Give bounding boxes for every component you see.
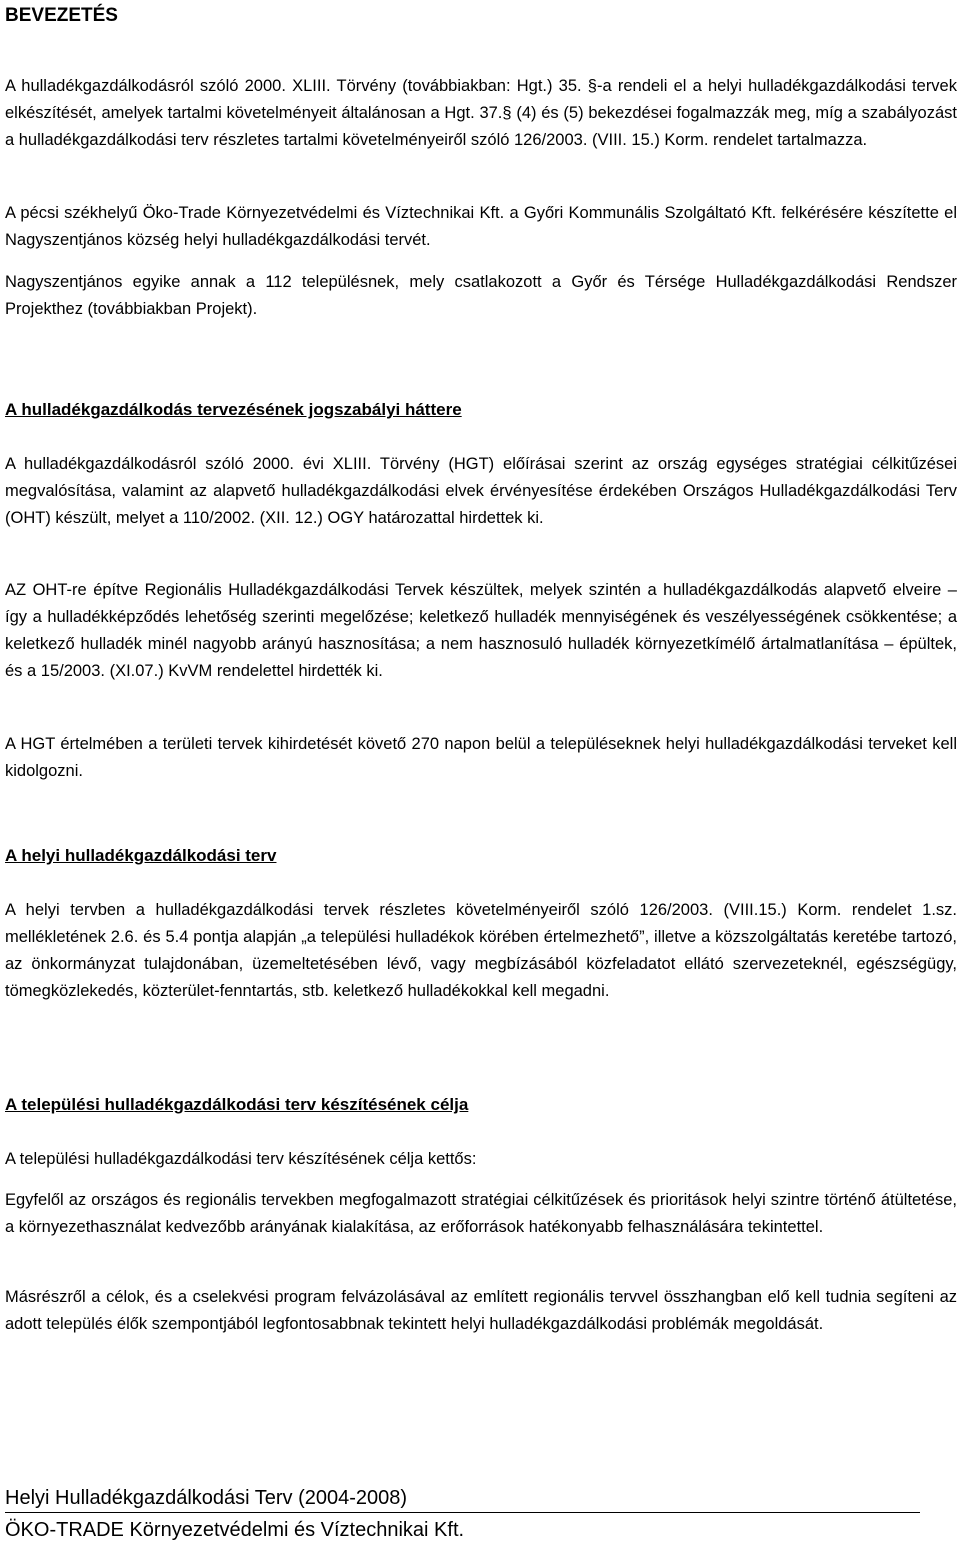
footer-company-name: ÖKO-TRADE Környezetvédelmi és Víztechnikai Kft. xyxy=(5,1519,465,1541)
legal-background-paragraph-2: AZ OHT-re építve Regionális Hulladékgazdálkodási Tervek készültek, melyek szintén a hulladékgazdálkodás alapvető elveire – így a hulladékképződés lehetőség szerinti megelőzése; keletkező hulladék mennyiségének és veszélyességének csökkentése; a keletkező hulladék minél nagyobb arányú hasznosítása; a nem hasznosuló hulladék környezetkímélő ártalmatlanítása – épültek, és a 15/2003. (XI.07.) KvVM rendelettel hirdették ki. xyxy=(5,581,957,680)
legal-background-paragraph-1: A hulladékgazdálkodásról szóló 2000. évi XLIII. Törvény (HGT) előírásai szerint az ország egységes stratégiai célkitűzései megvalósítása, valamint az alapvető hulladékgazdálkodási elvek érvényesítése érdekében Országos Hulladékgazdálkodási Terv (OHT) készült, melyet a 110/2002. (XII. 12.) OGY határozattal hirdettek ki. xyxy=(5,455,957,527)
intro-paragraph-2: A pécsi székhelyű Öko-Trade Környezetvédelmi és Víztechnikai Kft. a Győri Kommunális Szolgáltató Kft. felkérésére készítette el Nagyszentjános község helyi hulladékgazdálkodási tervét. xyxy=(5,204,957,249)
section-heading-legal-background: A hulladékgazdálkodás tervezésének jogszabályi háttere xyxy=(5,400,462,419)
intro-paragraph-1: A hulladékgazdálkodásról szóló 2000. XLIII. Törvény (továbbiakban: Hgt.) 35. §-a rendeli el a helyi hulladékgazdálkodási tervek elkészítését, amelyek tartalmi követelményeit általánosan a Hgt. 37.§ (4) és (5) bekezdései fogalmazzák meg, míg a szabályozást a hulladékgazdálkodási terv részletes tartalmi követelményeiről szóló 126/2003. (VIII. 15.) Korm. rendelet tartalmazza. xyxy=(5,77,957,149)
plan-purpose-paragraph-1: A települési hulladékgazdálkodási terv készítésének célja kettős: xyxy=(5,1150,477,1168)
plan-purpose-paragraph-2: Egyfelől az országos és regionális tervekben megfogalmazott stratégiai célkitűzések és prioritások helyi szintre történő átültetése, a környezethasználat kedvezőbb arányának kialakítása, az erőforrások hatékonyabb felhasználására tekintettel. xyxy=(5,1191,957,1236)
intro-paragraph-3: Nagyszentjános egyike annak a 112 településnek, mely csatlakozott a Győr és Térsége Hulladékgazdálkodási Rendszer Projekthez (továbbiakban Projekt). xyxy=(5,273,957,318)
section-heading-local-plan: A helyi hulladékgazdálkodási terv xyxy=(5,846,277,865)
page-title: BEVEZETÉS xyxy=(5,5,118,26)
section-heading-plan-purpose: A települési hulladékgazdálkodási terv készítésének célja xyxy=(5,1095,469,1114)
local-plan-paragraph-1: A helyi tervben a hulladékgazdálkodási tervek részletes követelményeiről szóló 126/2003. (VIII.15.) Korm. rendelet 1.sz. mellékletének 2.6. és 5.4 pontja alapján „a települési hulladékok körében értelmezhető”, illetve a közszolgáltatás keretébe tartozó, az önkormányzat tulajdonában, üzemeltetésében lévő, vagy megbízásából közfeladatot ellátó szervezeteknél, egészségügy, tömegközlekedés, közterület-fenntartás, stb. keletkező hulladékokkal kell megadni. xyxy=(5,901,957,1000)
footer-plan-title: Helyi Hulladékgazdálkodási Terv (2004-2008) xyxy=(5,1485,920,1513)
plan-purpose-paragraph-3: Másrészről a célok, és a cselekvési program felvázolásával az említett regionális tervvel összhangban elő kell tudnia segíteni az adott település élők szempontjából legfontosabbnak tekintett helyi hulladékgazdálkodási problémák megoldását. xyxy=(5,1288,957,1333)
legal-background-paragraph-3: A HGT értelmében a területi tervek kihirdetését követő 270 napon belül a településeknek helyi hulladékgazdálkodási terveket kell kidolgozni. xyxy=(5,735,957,780)
